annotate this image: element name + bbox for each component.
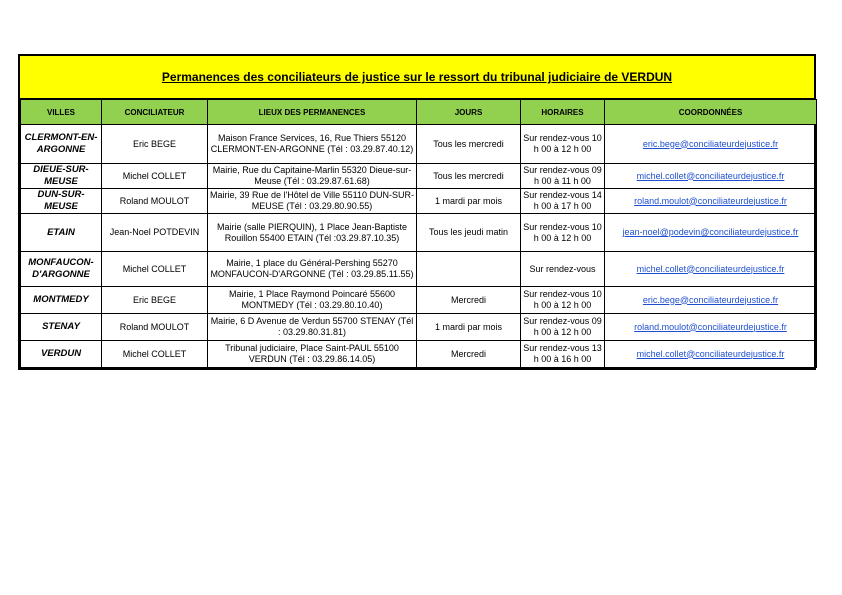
cell-conciliateur: Michel COLLET bbox=[102, 164, 208, 189]
cell-horaires: Sur rendez-vous 10 h 00 à 12 h 00 bbox=[521, 287, 605, 314]
column-header-jours: JOURS bbox=[417, 100, 521, 125]
cell-lieu: Tribunal judiciaire, Place Saint-PAUL 55100 VERDUN (Tél : 03.29.86.14.05) bbox=[208, 341, 417, 368]
cell-jours: Tous les mercredi bbox=[417, 164, 521, 189]
cell-horaires: Sur rendez-vous 10 h 00 à 12 h 00 bbox=[521, 214, 605, 252]
cell-horaires: Sur rendez-vous 09 h 00 à 11 h 00 bbox=[521, 164, 605, 189]
cell-jours: Tous les mercredi bbox=[417, 125, 521, 164]
cell-horaires: Sur rendez-vous bbox=[521, 252, 605, 287]
cell-lieu: Maison France Services, 16, Rue Thiers 55120 CLERMONT-EN-ARGONNE (Tél : 03.29.87.40.12) bbox=[208, 125, 417, 164]
cell-ville: MONFAUCON-D'ARGONNE bbox=[21, 252, 102, 287]
cell-ville: ETAIN bbox=[21, 214, 102, 252]
table-row bbox=[21, 252, 817, 287]
cell-conciliateur: Michel COLLET bbox=[102, 252, 208, 287]
cell-jours: Mercredi bbox=[417, 287, 521, 314]
column-header-coordonnees: COORDONNÉES bbox=[605, 100, 817, 125]
page-title: Permanences des conciliateurs de justice sur le ressort du tribunal judiciaire de VERDUN bbox=[161, 70, 673, 84]
permanences-table-container bbox=[18, 54, 816, 370]
cell-lieu: Mairie, 1 Place Raymond Poincaré 55600 MONTMEDY (Tél : 03.29.80.10.40) bbox=[208, 287, 417, 314]
cell-horaires: Sur rendez-vous 14 h 00 à 17 h 00 bbox=[521, 189, 605, 214]
email-link[interactable]: michel.collet@conciliateurdejustice.fr bbox=[605, 341, 817, 368]
header-row bbox=[21, 100, 817, 125]
email-link[interactable]: eric.bege@conciliateurdejustice.fr bbox=[605, 125, 817, 164]
cell-jours: 1 mardi par mois bbox=[417, 314, 521, 341]
permanences-table bbox=[20, 99, 817, 368]
email-link[interactable]: michel.collet@conciliateurdejustice.fr bbox=[605, 164, 817, 189]
cell-conciliateur: Eric BEGE bbox=[102, 287, 208, 314]
title-band bbox=[20, 56, 814, 99]
table-row bbox=[21, 214, 817, 252]
cell-jours bbox=[417, 252, 521, 287]
cell-conciliateur: Eric BEGE bbox=[102, 125, 208, 164]
email-link[interactable]: roland.moulot@conciliateurdejustice.fr bbox=[605, 189, 817, 214]
column-header-horaires: HORAIRES bbox=[521, 100, 605, 125]
email-link[interactable]: eric.bege@conciliateurdejustice.fr bbox=[605, 287, 817, 314]
cell-jours: Mercredi bbox=[417, 341, 521, 368]
cell-ville: MONTMEDY bbox=[21, 287, 102, 314]
table-row bbox=[21, 189, 817, 214]
cell-jours: Tous les jeudi matin bbox=[417, 214, 521, 252]
cell-conciliateur: Jean-Noel POTDEVIN bbox=[102, 214, 208, 252]
table-row bbox=[21, 125, 817, 164]
cell-horaires: Sur rendez-vous 13 h 00 à 16 h 00 bbox=[521, 341, 605, 368]
email-link[interactable]: roland.moulot@conciliateurdejustice.fr bbox=[605, 314, 817, 341]
column-header-lieux: LIEUX DES PERMANENCES bbox=[208, 100, 417, 125]
email-link[interactable]: michel.collet@conciliateurdejustice.fr bbox=[605, 252, 817, 287]
cell-conciliateur: Roland MOULOT bbox=[102, 189, 208, 214]
table-row bbox=[21, 164, 817, 189]
cell-conciliateur: Michel COLLET bbox=[102, 341, 208, 368]
cell-ville: DUN-SUR-MEUSE bbox=[21, 189, 102, 214]
cell-jours: 1 mardi par mois bbox=[417, 189, 521, 214]
cell-lieu: Mairie, 1 place du Général-Pershing 55270 MONFAUCON-D'ARGONNE (Tél : 03.29.85.11.55) bbox=[208, 252, 417, 287]
cell-ville: DIEUE-SUR-MEUSE bbox=[21, 164, 102, 189]
cell-lieu: Mairie, Rue du Capitaine-Marlin 55320 Dieue-sur-Meuse (Tél : 03.29.87.61.68) bbox=[208, 164, 417, 189]
cell-lieu: Mairie, 39 Rue de l'Hôtel de Ville 55110 DUN-SUR-MEUSE (Tél : 03.29.80.90.55) bbox=[208, 189, 417, 214]
cell-ville: VERDUN bbox=[21, 341, 102, 368]
cell-horaires: Sur rendez-vous 10 h 00 à 12 h 00 bbox=[521, 125, 605, 164]
table-row bbox=[21, 314, 817, 341]
cell-ville: STENAY bbox=[21, 314, 102, 341]
cell-conciliateur: Roland MOULOT bbox=[102, 314, 208, 341]
column-header-villes: VILLES bbox=[21, 100, 102, 125]
email-link[interactable]: jean-noel@podevin@conciliateurdejustice.fr bbox=[605, 214, 817, 252]
column-header-conciliateur: CONCILIATEUR bbox=[102, 100, 208, 125]
cell-ville: CLERMONT-EN-ARGONNE bbox=[21, 125, 102, 164]
table-row bbox=[21, 287, 817, 314]
table-row bbox=[21, 341, 817, 368]
cell-lieu: Mairie (salle PIERQUIN), 1 Place Jean-Baptiste Rouillon 55400 ETAIN (Tél :03.29.87.10.35) bbox=[208, 214, 417, 252]
cell-lieu: Mairie, 6 D Avenue de Verdun 55700 STENAY (Tél : 03.29.80.31.81) bbox=[208, 314, 417, 341]
cell-horaires: Sur rendez-vous 09 h 00 à 12 h 00 bbox=[521, 314, 605, 341]
